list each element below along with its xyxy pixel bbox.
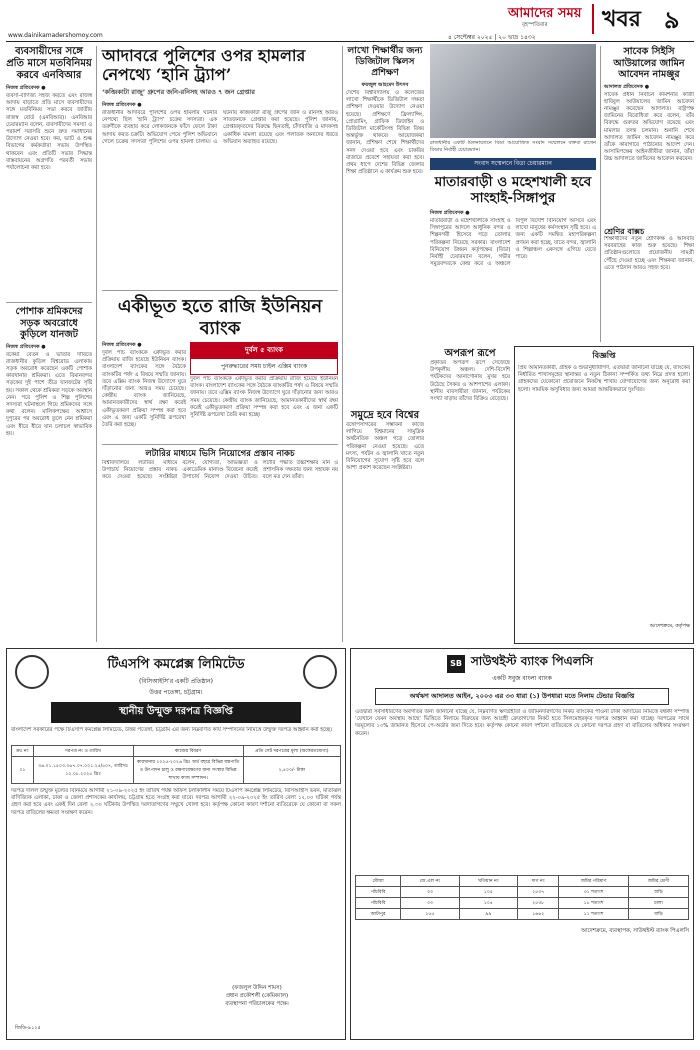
date-line: ৪ সেপ্টেম্বর ২০২৫ | ২০ ভাদ্র ১৪৩২ xyxy=(448,34,536,41)
tender-title: স্থানীয় উন্মুক্ত দরপত্র বিজ্ঞপ্তি xyxy=(51,702,301,723)
union-bank-headline: একীভূত হতে রাজি ইউনিয়ন ব্যাংক xyxy=(117,296,323,339)
masthead-rule xyxy=(6,41,694,42)
cell: ৯৯ xyxy=(459,909,518,920)
cell: ২৫৩৮ xyxy=(518,898,559,909)
cell: কারখানার ২০২৫-২০২৬ খ্রিঃ অর্থ বছরে বিভিন্ন যন্ত্রপাতি ও উৎপাদন চালু ও রক্ষণাবেক্ষণের জন্য সংস্থার বিভিন্ন শাখায় কাজ সম্পাদন। xyxy=(133,757,243,784)
col-header: জমির পরিমাণ xyxy=(559,876,629,887)
article-body: সাবেক প্রধান নির্বাচন কমিশনার কাজী হাবিবুল আউয়ালের জামিন আবেদন নামঞ্জুর করেছেন আদালত। রাষ্ট্রপক্ষ জামিনের বিরোধিতা করে বলেন, তাঁর বিরুদ্ধে গুরুতর অভিযোগ রয়েছে এবং মামলার তদন্ত চলমান। শুনানি শেষে আদালত জামিন আবেদন নামঞ্জুর করে তাঁকে কারাগারে পাঠানোর আদেশ দেন। আসামিপক্ষের আইনজীবীরা জানান, তাঁরা উচ্চ আদালতে জামিনের আবেদন করবেন। xyxy=(604,91,694,163)
divider xyxy=(592,4,594,34)
cell: পাঁচবিবি xyxy=(356,887,401,898)
story-cec-bail xyxy=(604,46,694,222)
headline: শ্রেণির বাক্সচ xyxy=(604,226,645,236)
col-header: জে.এল নং xyxy=(401,876,459,887)
cell: ১৬৬২ xyxy=(518,909,559,920)
tender-table xyxy=(11,745,341,784)
paper-logo: আমাদের সময় xyxy=(508,6,582,21)
photo-caption: রাজধানীর একটি মিলনায়তনে বিডা আয়োজিত সংবাদ সম্মেলনে বক্তব্য রাখেন বিডার নির্বাহী চেয়ারম্যান। xyxy=(430,140,596,154)
bank-logo: SB xyxy=(447,655,465,673)
cell: ৩৩ xyxy=(401,898,459,909)
cell: আটাপুর xyxy=(356,909,401,920)
cell: ৩১ শতাংশ xyxy=(559,887,629,898)
story-digital-training xyxy=(346,46,424,338)
auction-footer: আদেশক্রমে, ব্যবস্থাপক, সাউথইস্ট ব্যাংক পিএলসি xyxy=(581,928,689,934)
lottery-headline: লটারির মাধ্যমে ভিসি নিয়োগের প্রস্তাব নাকচ xyxy=(145,449,295,459)
cell: বাড়ি xyxy=(629,887,689,898)
article-body: ব্যবসা-বাণিজ্য সহজ করতে এবং রাজস্ব আদায় বাড়াতে প্রতি মাসে ব্যবসায়ীদের সঙ্গে মতবিনিময় সভা করবে জাতীয় রাজস্ব বোর্ড (এনবিআর)। এনবিআর চেয়ারম্যান বলেন, ব্যবসায়ীদের সমস্যা ও পরামর্শ সরাসরি শুনে দ্রুত সমাধানের উদ্যোগ নেওয়া হবে। কর, ভ্যাট ও শুল্ক বিভাগের কর্মকর্তারা সভায় উপস্থিত থাকবেন এবং প্রতিটি সভার সিদ্ধান্ত বাস্তবায়নের অগ্রগতি পরবর্তী সভায় পর্যালোচনা করা হবে। xyxy=(6,93,92,172)
cell: পাঁচবিবি xyxy=(356,898,401,909)
article-body: রাজধানীর আদাবরে পুলিশের ওপর হামলার ঘটনার নেপথ্যে ছিল ‘হানি ট্র্যাপ’ চক্রের সদস্যরা। এক তরুণীকে ব্যবহার করে লোকজনকে ফাঁদে ফেলে টাকা আদায় করত চক্রটি। অভিযোগ পেয়ে পুলিশ অভিযানে গেলে চক্রের সদস্যরা পুলিশের ওপর হামলা চালায়। এ ঘটনায় কব্জিকাটা রাজু গ্রুপের জনি ও রনিসহ আরও সাতজনকে গ্রেপ্তার করা হয়েছে। পুলিশ জানায়, গ্রেপ্তারকৃতদের বিরুদ্ধে ছিনতাই, চাঁদাবাজি ও মাদকসহ একাধিক মামলা রয়েছে এবং পলাতক অন্যদের ধরতে অভিযান অব্যাহত রয়েছে। xyxy=(102,110,338,145)
signature-block xyxy=(177,985,337,1009)
signature-org: ব্যবস্থাপনা পরিচালকের পক্ষে। xyxy=(225,1001,289,1007)
company-name: টিএসপি কমপ্লেক্স লিমিটেড xyxy=(107,657,245,672)
col-header: প্রতি সেট দরপত্রের মূল্য (অফেরতযোগ্য) xyxy=(243,746,340,757)
tag-label: সংবাদ সম্মেলনে বিডা চেয়ারম্যান xyxy=(430,158,596,170)
byline: নিজস্ব প্রতিবেদক ● xyxy=(430,210,470,216)
sea-body: বঙ্গোপসাগরের সম্ভাবনা কাজে লাগিয়ে বিশ্বমানের সামুদ্রিক অর্থনৈতিক অঞ্চল গড়ে তোলার পরিকল্পনা নেওয়া হয়েছে। এতে মৎস্য, পর্যটন ও জ্বালানি খাতে নতুন বিনিয়োগের সুযোগ সৃষ্টি হবে বলে আশা প্রকাশ করেছেন সংশ্লিষ্টরা। xyxy=(346,422,424,472)
story-honey-trap xyxy=(102,46,338,250)
col-header: ক্রঃ নং xyxy=(12,746,34,757)
union-bank-tag xyxy=(190,342,338,375)
subhead: ‘কব্জিকাটা রাজু’ গ্রুপের জনি-রনিসহ আরও ৭ জন গ্রেপ্তার xyxy=(102,88,255,96)
southeast-bank-ad xyxy=(350,648,694,1040)
cell: ০১ xyxy=(12,757,34,784)
notice-title: বিজ্ঞপ্তি xyxy=(592,351,616,360)
headline: লাখো শিক্ষার্থীর জন্য ডিজিটাল স্কিলস প্রশিক্ষণ xyxy=(347,46,423,78)
notice-footer: আদেশক্রমে, কর্তৃপক্ষ xyxy=(649,623,690,629)
bcic-logo xyxy=(15,655,49,689)
cell: ১০৫ xyxy=(459,887,518,898)
tag: দুর্বল ৫ ব্যাংক xyxy=(190,342,338,358)
table-row xyxy=(356,887,689,898)
tag-subtitle: পুনরুদ্ধারের সময় চাইল এক্সিম ব্যাংক xyxy=(190,358,338,375)
headline: পোশাক শ্রমিকদের সড়ক অবরোধে কুড়িলে যানজট xyxy=(15,306,83,340)
article-body: দেশের বিশ্ববিদ্যালয় ও কলেজের লাখো শিক্ষার্থীকে ডিজিটাল দক্ষতা প্রশিক্ষণ দেওয়ার উদ্যোগ নেওয়া হয়েছে। প্রশিক্ষণে ফ্রিল্যান্সিং, প্রোগ্রামিং, গ্রাফিক ডিজাইন ও ডিজিটাল মার্কেটিংসহ বিভিন্ন বিষয় অন্তর্ভুক্ত থাকবে। আয়োজকরা জানান, প্রশিক্ষণ শেষে শিক্ষার্থীদের সনদ দেওয়া হবে এবং চাকরির বাজারে প্রবেশে সহায়তা করা হবে। প্রথম ধাপে দেশের বিভিন্ন জেলার শিক্ষা প্রতিষ্ঠানে এ কার্যক্রম শুরু হবে। xyxy=(346,90,424,176)
obirul-body: প্রকৃতির অপরূপ রূপে সেজেছে উপকূলীয় অঞ্চল। দেশি-বিদেশি পর্যটকদের আনাগোনায় মুখর হয়ে উঠেছে সৈকত ও আশপাশের এলাকা। স্থানীয় ব্যবসায়ীরা জানান, পর্যটকের সংখ্যা বাড়ায় তাঁদের বিক্রিও বেড়েছে। xyxy=(430,360,510,403)
section-title: খবর xyxy=(602,6,641,32)
signature-name: (ফজলুল উদ্দিন শামস) xyxy=(232,985,282,991)
obirul-headline: অপরূপ রূপে xyxy=(444,348,496,359)
signature-title: প্রধান প্রকৌশলী (কেমিক্যাল) xyxy=(225,993,289,999)
column-rule xyxy=(6,302,92,303)
col-header: জমির শ্রেণী xyxy=(629,876,689,887)
cell: চালা xyxy=(629,898,689,909)
table-row xyxy=(356,909,689,920)
cell: ১০৫ xyxy=(459,898,518,909)
col-header: খতিয়ান নং xyxy=(459,876,518,887)
cell: ১৮ শতাংশ xyxy=(559,898,629,909)
auction-body: এতদ্বারা সর্বসাধারণের অবগতির জন্য জানানো যাচ্ছে যে, নিম্নবর্ণিত ঋণগ্রহীতা ও জামিনদারগণের নিকট ব্যাংকের পাওনা টাকা আদায়ের নিমিত্তে বন্ধকী সম্পত্তি ‘যেখানে যেমন অবস্থায় আছে’ ভিত্তিতে নিলামে বিক্রয়ের জন্য আগ্রহী ক্রেতাগণের নিকট হতে সিলমোহরকৃত দরপত্র আহ্বান করা যাচ্ছে। দরপত্রের সাথে দরমূল্যের ১০% জামানত হিসেবে পে-অর্ডার জমা দিতে হবে। কর্তৃপক্ষ কোনো কারণ দর্শানো ব্যতিরেকে যে কোনো দরপত্র গ্রহণ বা বাতিলের অধিকার সংরক্ষণ করেন। xyxy=(355,709,689,737)
byline: ফয়জুল আহমেদ উৎসব xyxy=(361,82,409,88)
column-rule xyxy=(342,46,343,642)
company-sub: (বিসিআইসি’র একটি প্রতিষ্ঠান) xyxy=(139,678,213,685)
col-header: দরপত্র নং ও তারিখ xyxy=(33,746,133,757)
col-header: দাগ নং xyxy=(518,876,559,887)
section-rule xyxy=(102,444,338,445)
article-body: মাতারবাড়ী ও মহেশখালীকে সাংহাই ও সিঙ্গাপুরের আদলে আধুনিক বন্দর ও শিল্পনগরী হিসেবে গড়ে তোলার পরিকল্পনা নিয়েছে সরকার। বাংলাদেশ বিনিয়োগ উন্নয়ন কর্তৃপক্ষের (বিডা) নির্বাহী চেয়ারম্যান বলেন, গভীর সমুদ্রবন্দরকে কেন্দ্র করে এ অঞ্চলে বিপুল বিদেশি বিনিয়োগ আসবে এবং লাখো মানুষের কর্মসংস্থান সৃষ্টি হবে। এ জন্য একটি সমন্বিত মহাপরিকল্পনা প্রণয়ন করা হচ্ছে, যাতে বন্দর, জ্বালানি ও শিল্পাঞ্চল একসঙ্গে এগিয়ে যেতে পারে। xyxy=(430,218,596,268)
tender-intro: বাংলাদেশ সরকারের পক্ষে টিএসপি কমপ্লেক্স লিমিটেড, উত্তর পতেঙ্গা, চট্টগ্রাম এর জন্য নিম্নবর্ণিত কার্য সম্পাদনের নিমিত্তে উন্মুক্ত দরপত্র আহ্বান করা হচ্ছে। xyxy=(11,727,333,733)
website[interactable]: www.dainikamadershomoy.com xyxy=(8,32,103,39)
ad-ref: জিডি-৯১২৫ xyxy=(15,1025,41,1031)
table-row xyxy=(356,898,689,909)
page-number: ৯ xyxy=(664,5,680,34)
matarbari-headline: মাতারবাড়ী ও মহেশখালী হবে সাংহাই-সিঙ্গাপুর xyxy=(434,174,592,206)
table-row xyxy=(12,757,341,784)
article-body: শিক্ষার্থীদের নতুন শ্রেণিকক্ষ ও আসবাব সরবরাহের কাজ শুরু হয়েছে। শিক্ষা প্রতিষ্ঠানগুলোতে প্রয়োজনীয় সামগ্রী পৌঁছে দেওয়া হচ্ছে এবং শিক্ষকরা জানান, এতে পাঠদান আরও সহজ হবে। xyxy=(604,236,694,271)
cell: ৩৬.০১.১৫০৩.০৬৭.০৭.০০১.২৫/৫০৭, তারিখঃ ১২.০৮.২০২৫ খ্রিঃ xyxy=(33,757,133,784)
day-label: বৃহস্পতিবার xyxy=(522,22,548,28)
tspc-tender-ad xyxy=(6,648,346,1040)
cell: ২৫৩৭ xyxy=(518,887,559,898)
article-body: বকেয়া বেতন ও ভাতার দাবিতে রাজধানীর কুড়িল বিশ্বরোড এলাকায় সড়ক অবরোধ করেছেন একটি পোশাক কারখানার শ্রমিকরা। এতে বিমানবন্দর সড়কের দুই পাশে তীব্র যানজটের সৃষ্টি হয়। সকাল থেকে শ্রমিকরা সড়কে অবস্থান নেন। পরে পুলিশ ও শিল্প পুলিশের সদস্যরা ঘটনাস্থলে গিয়ে শ্রমিকদের সঙ্গে কথা বলেন। মালিকপক্ষের আশ্বাসে দুপুরের পর অবরোধ তুলে নেন শ্রমিকরা এবং ধীরে ধীরে যান চলাচল স্বাভাবিক হয়। xyxy=(6,351,92,437)
byline: নিজস্ব প্রতিবেদক ● xyxy=(102,342,142,348)
headline: ব্যবসায়ীদের সঙ্গে প্রতি মাসে মতবিনিময় করবে এনবিআর xyxy=(6,46,92,81)
auction-title: অর্থঋণ আদালত আইন, ২০০৩ এর ৩৩ ধারা (১) উপধারা মতে নিলাম টেন্ডার বিজ্ঞপ্তি xyxy=(375,688,669,705)
byline: আদালত প্রতিবেদক ● xyxy=(604,83,650,90)
union-bank-body-2: দুর্বল পাঁচ ব্যাংককে একীভূত করার প্রক্রিয়ায় রাজি হয়েছে ইউনিয়ন ব্যাংক। বাংলাদেশ ব্যাংকের সঙ্গে বৈঠকে ব্যাংকটির পর্ষদ এ বিষয়ে সম্মতি জানায়। তবে এক্সিম ব্যাংক নিজস্ব উদ্যোগে ঘুরে দাঁড়ানোর জন্য আরও সময় চেয়েছে। কেন্দ্রীয় ব্যাংক জানিয়েছে, আমানতকারীদের স্বার্থ রক্ষা করেই একীভূতকরণ প্রক্রিয়া সম্পন্ন করা হবে এবং এ জন্য একটি সুনির্দিষ্ট রূপরেখা তৈরি করা হচ্ছে। xyxy=(190,376,338,419)
press-conference-photo xyxy=(430,44,596,138)
story-nbr xyxy=(6,46,92,289)
cell: বাড়ি xyxy=(629,909,689,920)
lottery-body: বিশ্ববিদ্যালয়ে লটারির মাধ্যমে উপাচার্য নিয়োগের প্রস্তাব নাকচ করে দেওয়া হয়েছে। সংশ্লিষ্টরা বলেন, যোগ্যতা, অভিজ্ঞতা ও একাডেমিক মানদণ্ড বিবেচনা করেই উপাচার্য নিয়োগ দেওয়া উচিত। লটারি পদ্ধতি উচ্চশিক্ষার মান ও প্রশাসনিক দক্ষতার জন্য সহায়ক নয় বলে মত দেন তাঁরা। xyxy=(102,460,338,481)
column-rule xyxy=(600,46,601,342)
byline: নিজস্ব প্রতিবেদক ● xyxy=(102,102,142,108)
story-workers xyxy=(6,306,92,634)
tender-body: দরপত্র দলিল উন্মুক্ত মূল্যের বিনিময়ে আগামী ২১-০৯-২০২৫ ইং তারিখ পর্যন্ত অফিস চলাকালীন সময়ে টিএসপি কমপ্লেক্স লিমিটেড, বিসিআইসি ভবন, মতিঝিল বাণিজ্যিক এলাকা, ঢাকা ও জেলা প্রশাসকের কার্যালয়, চট্টগ্রাম হতে সংগ্রহ করা যাবে। দরপত্র আগামী ২২-০৯-২০২৫ ইং তারিখ বেলা ১২.০০ ঘটিকা পর্যন্ত গ্রহণ করা হবে এবং একই দিন বেলা ২.৩০ ঘটিকায় উপস্থিত দরদাতাগণের সম্মুখে খোলা হবে। কর্তৃপক্ষ কোনো কারণ দর্শানো ব্যতিরেকে যে কোনো বা সকল দরপত্র বাতিলের ক্ষমতা সংরক্ষণ করেন। xyxy=(11,788,341,816)
section-rule xyxy=(102,290,338,291)
cell: ২,৫০০/- টাকা xyxy=(243,757,340,784)
story-side-jump xyxy=(604,226,694,346)
sea-headline: সমুদ্রে হবে বিশ্বের xyxy=(350,410,420,421)
govt-seal xyxy=(303,655,337,689)
col-header: মৌজা xyxy=(356,876,401,887)
col-header: কাজের বিবরণ xyxy=(133,746,243,757)
cell: ৩৩ xyxy=(401,887,459,898)
column-rule xyxy=(96,46,97,642)
headline: আদাবরে পুলিশের ওপর হামলার নেপথ্যে ‘হানি ট্র্যাপ’ xyxy=(102,46,306,84)
property-table xyxy=(355,875,689,920)
byline: নিজস্ব প্রতিবেদক ● xyxy=(6,85,46,91)
headline: সাবেক সিইসি আউয়ালের জামিন আবেদন নামঞ্জুর xyxy=(613,46,685,80)
cell: ১৫৫ xyxy=(401,909,459,920)
masthead xyxy=(0,0,700,42)
cell: ১১ শতাংশ xyxy=(559,909,629,920)
notice-body: প্রিয় আমানতকারী, গ্রাহক ও শুভানুধ্যায়ীগণ, এতদ্বারা জানানো যাচ্ছে যে, ব্যাংকের নির্ধারিত শাখাসমূহের স্থানান্তর ও নতুন ঠিকানা সম্পর্কিত তথ্য নিম্নে প্রদত্ত হলো। গ্রাহকদের যেকোনো প্রয়োজনে নিকটস্থ শাখায় যোগাযোগের জন্য অনুরোধ করা হলো। সাময়িক অসুবিধার জন্য আমরা আন্তরিকভাবে দুঃখিত। xyxy=(518,365,690,393)
story-matarbari xyxy=(430,210,596,338)
bank-name: সাউথইস্ট ব্যাংক পিএলসি xyxy=(470,654,594,668)
notice-ad xyxy=(514,346,694,644)
bank-tagline: একটি সবুজ বাংলা ব্যাংক xyxy=(492,675,552,682)
company-address: উত্তর পতেঙ্গা, চট্টগ্রাম। xyxy=(149,689,203,696)
byline: নিজস্ব প্রতিবেদক ● xyxy=(6,343,46,350)
story-union-bank xyxy=(102,342,186,442)
article-body: দুর্বল পাঁচ ব্যাংককে একীভূত করার প্রক্রিয়ায় রাজি হয়েছে ইউনিয়ন ব্যাংক। বাংলাদেশ ব্যাংকের সঙ্গে বৈঠকে ব্যাংকটির পর্ষদ এ বিষয়ে সম্মতি জানায়। তবে এক্সিম ব্যাংক নিজস্ব উদ্যোগে ঘুরে দাঁড়ানোর জন্য আরও সময় চেয়েছে। কেন্দ্রীয় ব্যাংক জানিয়েছে, আমানতকারীদের স্বার্থ রক্ষা করেই একীভূতকরণ প্রক্রিয়া সম্পন্ন করা হবে এবং এ জন্য একটি সুনির্দিষ্ট রূপরেখা তৈরি করা হচ্ছে। xyxy=(102,350,186,429)
